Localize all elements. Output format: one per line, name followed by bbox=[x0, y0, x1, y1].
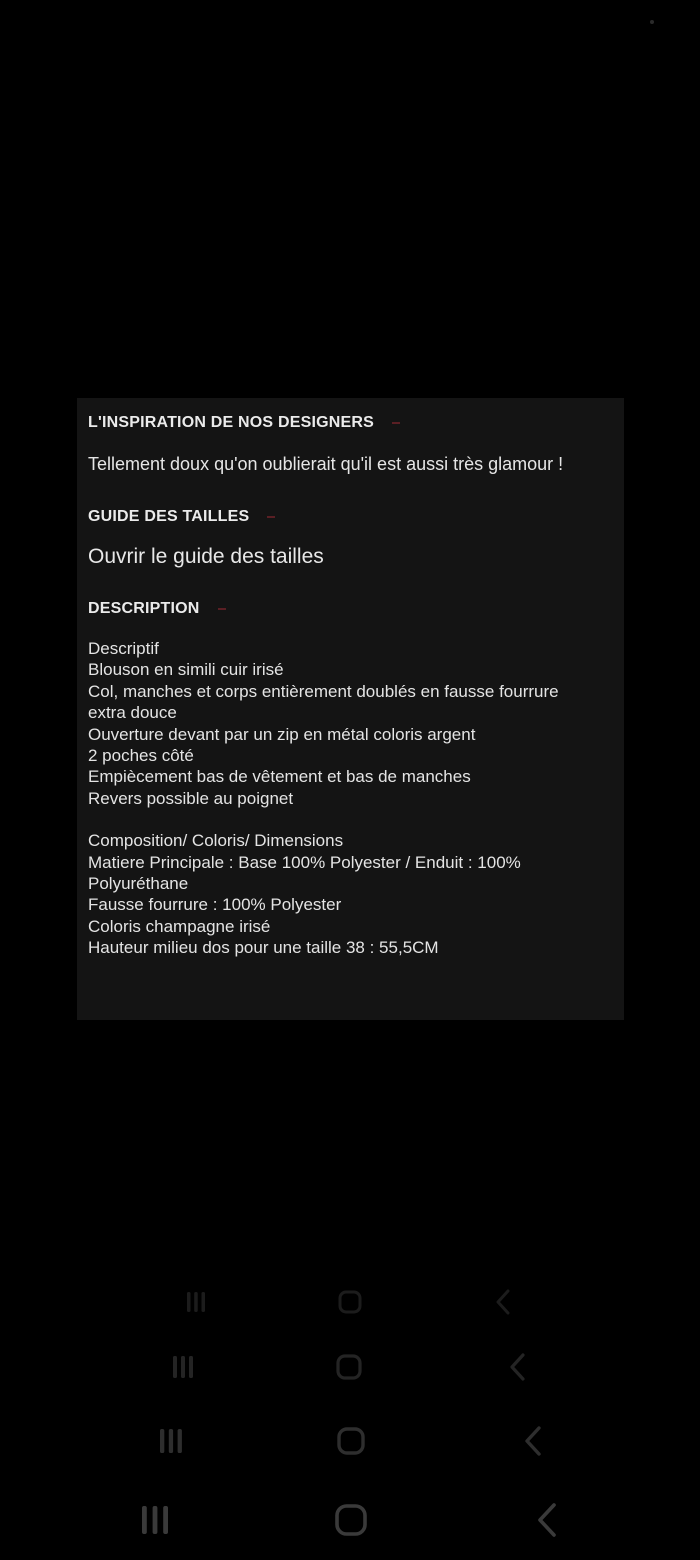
back-icon bbox=[504, 1352, 534, 1382]
description-title: DESCRIPTION bbox=[88, 600, 200, 617]
description-body bbox=[88, 638, 613, 959]
description-line: Col, manches et corps entièrement doublés en fausse fourrure bbox=[88, 681, 559, 701]
recent-apps-icon[interactable] bbox=[137, 1502, 173, 1538]
inspiration-text: Tellement doux qu'on oublierait qu'il est aussi très glamour ! bbox=[88, 454, 564, 474]
home-icon bbox=[334, 1352, 364, 1382]
description-line: Blouson en simili cuir irisé bbox=[88, 660, 284, 680]
recent-apps-icon bbox=[155, 1425, 187, 1457]
description-line: extra douce bbox=[88, 703, 177, 723]
description-line: Revers possible au poignet bbox=[88, 788, 294, 808]
description-line: Fausse fourrure : 100% Polyester bbox=[88, 895, 342, 915]
collapse-icon[interactable] bbox=[392, 422, 400, 424]
inspiration-header[interactable] bbox=[88, 412, 613, 434]
description-line: Coloris champagne irisé bbox=[88, 916, 271, 936]
recent-apps-icon bbox=[182, 1288, 210, 1316]
collapse-icon[interactable] bbox=[267, 516, 275, 518]
description-line: 2 poches côté bbox=[88, 746, 194, 766]
product-details-panel bbox=[77, 398, 624, 1020]
home-icon[interactable] bbox=[333, 1502, 369, 1538]
open-size-guide-link[interactable]: Ouvrir le guide des tailles bbox=[88, 545, 324, 568]
description-header[interactable] bbox=[88, 598, 613, 620]
description-line: Polyuréthane bbox=[88, 874, 189, 894]
back-icon bbox=[490, 1288, 518, 1316]
recent-apps-icon bbox=[168, 1352, 198, 1382]
size-guide-title: GUIDE DES TAILLES bbox=[88, 508, 250, 525]
description-line: Descriptif bbox=[88, 639, 159, 658]
status-indicator-dot bbox=[650, 20, 654, 24]
description-line: Empiècement bas de vêtement et bas de manches bbox=[88, 767, 471, 787]
size-guide-header[interactable] bbox=[88, 506, 613, 528]
home-icon bbox=[335, 1425, 367, 1457]
back-icon bbox=[518, 1425, 550, 1457]
home-icon bbox=[336, 1288, 364, 1316]
description-line: Ouverture devant par un zip en métal coloris argent bbox=[88, 724, 476, 744]
description-line: Composition/ Coloris/ Dimensions bbox=[88, 831, 344, 851]
description-line: Matiere Principale : Base 100% Polyester / Enduit : 100% bbox=[88, 852, 521, 872]
description-line: Hauteur milieu dos pour une taille 38 : 55,5CM bbox=[88, 938, 439, 958]
collapse-icon[interactable] bbox=[218, 608, 226, 610]
back-icon[interactable] bbox=[530, 1502, 566, 1538]
inspiration-title: L'INSPIRATION DE NOS DESIGNERS bbox=[88, 414, 374, 431]
